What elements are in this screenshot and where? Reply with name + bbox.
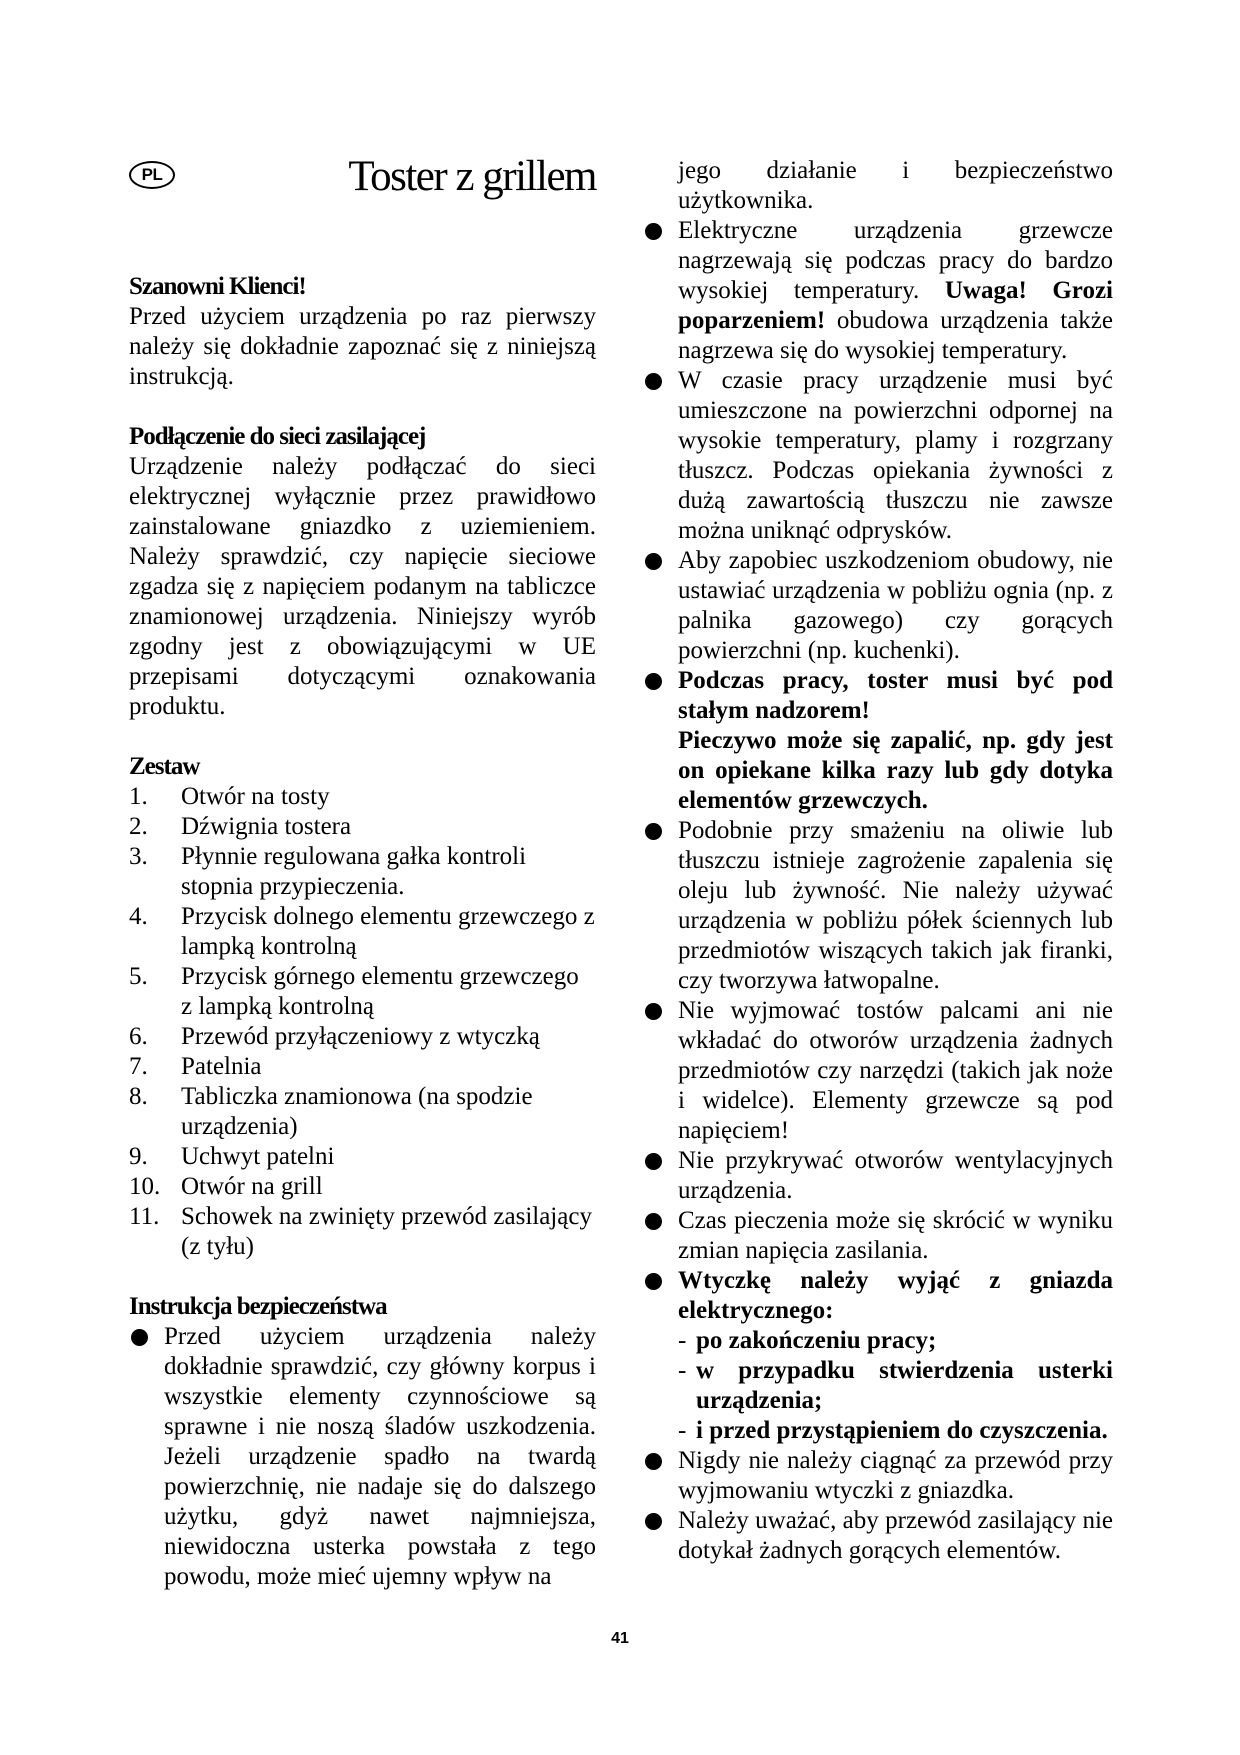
right-column [643,156,1113,1566]
parts-list-item: 11. Schowek na zwinięty przewód zasilający (z tyłu) [129,1203,592,1260]
unplug-condition: - i przed przystąpieniem do czyszczenia. [678,1417,1108,1444]
power-paragraph: Urządzenie należy podłączać do sieci elektrycznej wyłącznie przez prawidłowo zainstalowane gniazdko z uziemieniem. Należy sprawdzić, czy napięcie sieciowe zgadza się z napięciem podanym na tabliczce znamionowej urządzenia. Niniejszy wyrób zgodny jest z obowiązującymi w UE przepisami dotyczącymi oznakowania produktu. [129,453,596,720]
bullet-icon [645,553,662,570]
page-header [129,152,596,202]
greeting-heading: Szanowni Klienci! [129,273,306,300]
bullet-icon [645,1273,662,1290]
kit-heading: Zestaw [129,753,200,780]
intro-paragraph: Przed użyciem urządzenia po raz pierwszy należy się dokładnie zapoznać się z niniejszą instrukcją. [129,303,596,390]
bullet-icon [645,1513,662,1530]
page-number: 41 [611,1630,629,1647]
power-heading: Podłączenie do sieci zasilającej [129,423,426,450]
safety-item: W czasie pracy urządzenie musi być umieszczone na powierzchni odpornej na wysokie temperatury, plamy i rozgrzany tłuszcz. Podczas opiekania żywności z dużą zawartością tłuszczu nie zawsze można uniknąć odprysków. [643,366,1113,546]
parts-list-item: 8. Tabliczka znamionowa (na spodzie urządzenia) [129,1083,533,1140]
safety-item: Należy uważać, aby przewód zasilający nie dotykał żadnych gorących elementów. [643,1506,1113,1566]
unplug-condition: - w przypadku stwierdzenia usterki urządzenia; [678,1357,1113,1414]
safety-item: Aby zapobiec uszkodzeniom obudowy, nie ustawiać urządzenia w pobliżu ognia (np. z palnika gazowego) czy gorących powierzchni (np. kuchenki). [643,546,1113,666]
unplug-condition: - po zakończeniu pracy; [678,1327,937,1354]
bullet-icon [645,373,662,390]
safety-item: Elektryczne urządzenia grzewcze nagrzewają się podczas pracy do bardzo wysokiej temperatury. Uwaga! Grozi poparzeniem! obudowa urządzenia także nagrzewa się do wysokiej temperatury. [643,216,1113,366]
safety-item: Nie wyjmować tostów palcami ani nie wkładać do otworów urządzenia żadnych przedmiotów czy narzędzi (takich jak noże i widelce). Elementy grzewcze są pod napięciem! [643,996,1113,1146]
left-column [129,272,596,1592]
bullet-icon [645,1213,662,1230]
bullet-icon [645,673,662,690]
safety-item-unplug: Wtyczkę należy wyjąć z gniazda elektrycznego: - po zakończeniu pracy; - w przypadku stwierdzenia usterki urządzenia; - i przed przystąpieniem do czyszczenia. [643,1266,1113,1446]
bullet-icon [645,1153,662,1170]
bullet-icon [645,1453,662,1470]
parts-list-item: 3. Płynnie regulowana gałka kontroli stopnia przypieczenia. [129,843,527,900]
safety-item-warning: Podczas pracy, toster musi być pod stałym nadzorem! Pieczywo może się zapalić, np. gdy jest on opiekane kilka razy lub gdy dotyka elementów grzewczych. [643,666,1113,816]
bullet-icon [645,823,662,840]
parts-list-item: 1. Otwór na tosty [129,783,330,810]
bullet-icon [131,1329,148,1346]
bullet-icon [645,223,662,240]
safety-heading: Instrukcja bezpieczeństwa [129,1293,387,1320]
parts-list-item: 7. Patelnia [129,1053,262,1080]
safety-item: Podobnie przy smażeniu na oliwie lub tłuszczu istnieje zagrożenie zapalenia się oleju lub żywność. Nie należy używać urządzenia w pobliżu półek ściennych lub przedmiotów wiszących takich jak firanki, czy tworzywa łatwopalne. [643,816,1113,996]
unplug-conditions [678,1326,1113,1446]
safety-list-left [129,1322,596,1592]
parts-list-item: 10. Otwór na grill [129,1173,323,1200]
safety-item: Nigdy nie należy ciągnąć za przewód przy wyjmowaniu wtyczki z gniazdka. [643,1446,1113,1506]
safety-item-continuation: jego działanie i bezpieczeństwo użytkownika. [678,157,1113,214]
document-title: Toster z grillem [348,153,596,200]
safety-item: Przed użyciem urządzenia należy dokładnie sprawdzić, czy główny korpus i wszystkie elementy czynnościowe są sprawne i nie noszą śladów uszkodzenia. Jeżeli urządzenie spadło na twardą powierzchnię, nie nadaje się do dalszego użytku, gdyż nawet najmniejsza, niewidoczna usterka powstała z tego powodu, może mieć ujemny wpływ na [129,1322,596,1592]
parts-list [129,782,596,1262]
parts-list-item: 9. Uchwyt patelni [129,1143,335,1170]
parts-list-item: 4. Przycisk dolnego elementu grzewczego z lampką kontrolną [129,903,595,960]
parts-list-item: 5. Przycisk górnego elementu grzewczego z lampką kontrolną [129,963,579,1020]
parts-list-item: 2. Dźwignia tostera [129,813,352,840]
safety-item: Czas pieczenia może się skrócić w wyniku zmian napięcia zasilania. [643,1206,1113,1266]
safety-list-right [643,216,1113,1566]
safety-item: Nie przykrywać otworów wentylacyjnych urządzenia. [643,1146,1113,1206]
language-badge: PL [129,161,175,189]
parts-list-item: 6. Przewód przyłączeniowy z wtyczką [129,1023,540,1050]
bullet-icon [645,1003,662,1020]
